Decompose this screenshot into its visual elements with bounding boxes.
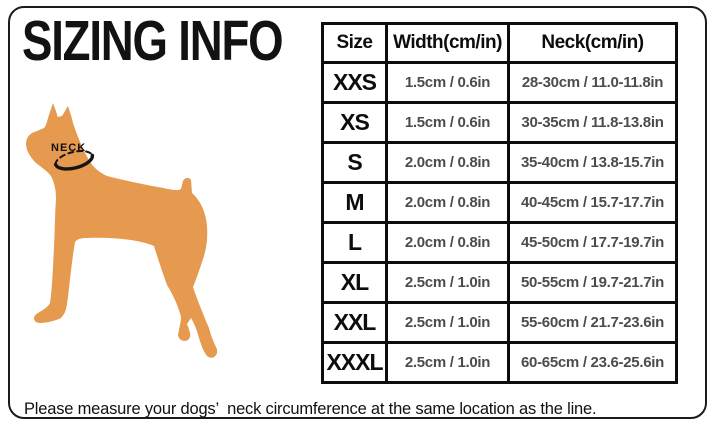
- width-cell: 1.5cm / 0.6in: [387, 103, 509, 143]
- sizing-table-header: [323, 24, 677, 63]
- width-cell: 2.0cm / 0.8in: [387, 223, 509, 263]
- header-width: Width(cm/in): [387, 24, 509, 63]
- width-cell: 2.5cm / 1.0in: [387, 343, 509, 383]
- measure-note: Please measure your dogs’ neck circumference at the same location as the line.: [24, 400, 597, 418]
- table-row: [323, 343, 677, 383]
- neck-cell: 55-60cm / 21.7-23.6in: [509, 303, 677, 343]
- size-cell: XXXL: [323, 343, 387, 383]
- size-cell: XXS: [323, 63, 387, 103]
- size-cell: XS: [323, 103, 387, 143]
- table-row: [323, 103, 677, 143]
- size-cell: XXL: [323, 303, 387, 343]
- width-cell: 2.5cm / 1.0in: [387, 263, 509, 303]
- width-cell: 2.0cm / 0.8in: [387, 183, 509, 223]
- header-row: [323, 24, 677, 63]
- size-cell: M: [323, 183, 387, 223]
- neck-cell: 28-30cm / 11.0-11.8in: [509, 63, 677, 103]
- table-row: [323, 63, 677, 103]
- table-row: [323, 183, 677, 223]
- neck-cell: 45-50cm / 17.7-19.7in: [509, 223, 677, 263]
- table-row: [323, 263, 677, 303]
- neck-cell: 50-55cm / 19.7-21.7in: [509, 263, 677, 303]
- size-cell: S: [323, 143, 387, 183]
- sizing-table: [321, 22, 678, 384]
- header-size: Size: [323, 24, 387, 63]
- dog-illustration: [10, 98, 310, 378]
- width-cell: 2.0cm / 0.8in: [387, 143, 509, 183]
- neck-cell: 30-35cm / 11.8-13.8in: [509, 103, 677, 143]
- size-cell: XL: [323, 263, 387, 303]
- table-row: [323, 223, 677, 263]
- neck-cell: 40-45cm / 15.7-17.7in: [509, 183, 677, 223]
- neck-cell: 35-40cm / 13.8-15.7in: [509, 143, 677, 183]
- header-neck: Neck(cm/in): [509, 24, 677, 63]
- table-row: [323, 303, 677, 343]
- table-row: [323, 143, 677, 183]
- size-cell: L: [323, 223, 387, 263]
- width-cell: 2.5cm / 1.0in: [387, 303, 509, 343]
- page-title: SIZING INFO: [22, 9, 283, 73]
- width-cell: 1.5cm / 0.6in: [387, 63, 509, 103]
- dog-svg: [10, 98, 310, 378]
- neck-cell: 60-65cm / 23.6-25.6in: [509, 343, 677, 383]
- neck-label: NECK: [51, 142, 87, 154]
